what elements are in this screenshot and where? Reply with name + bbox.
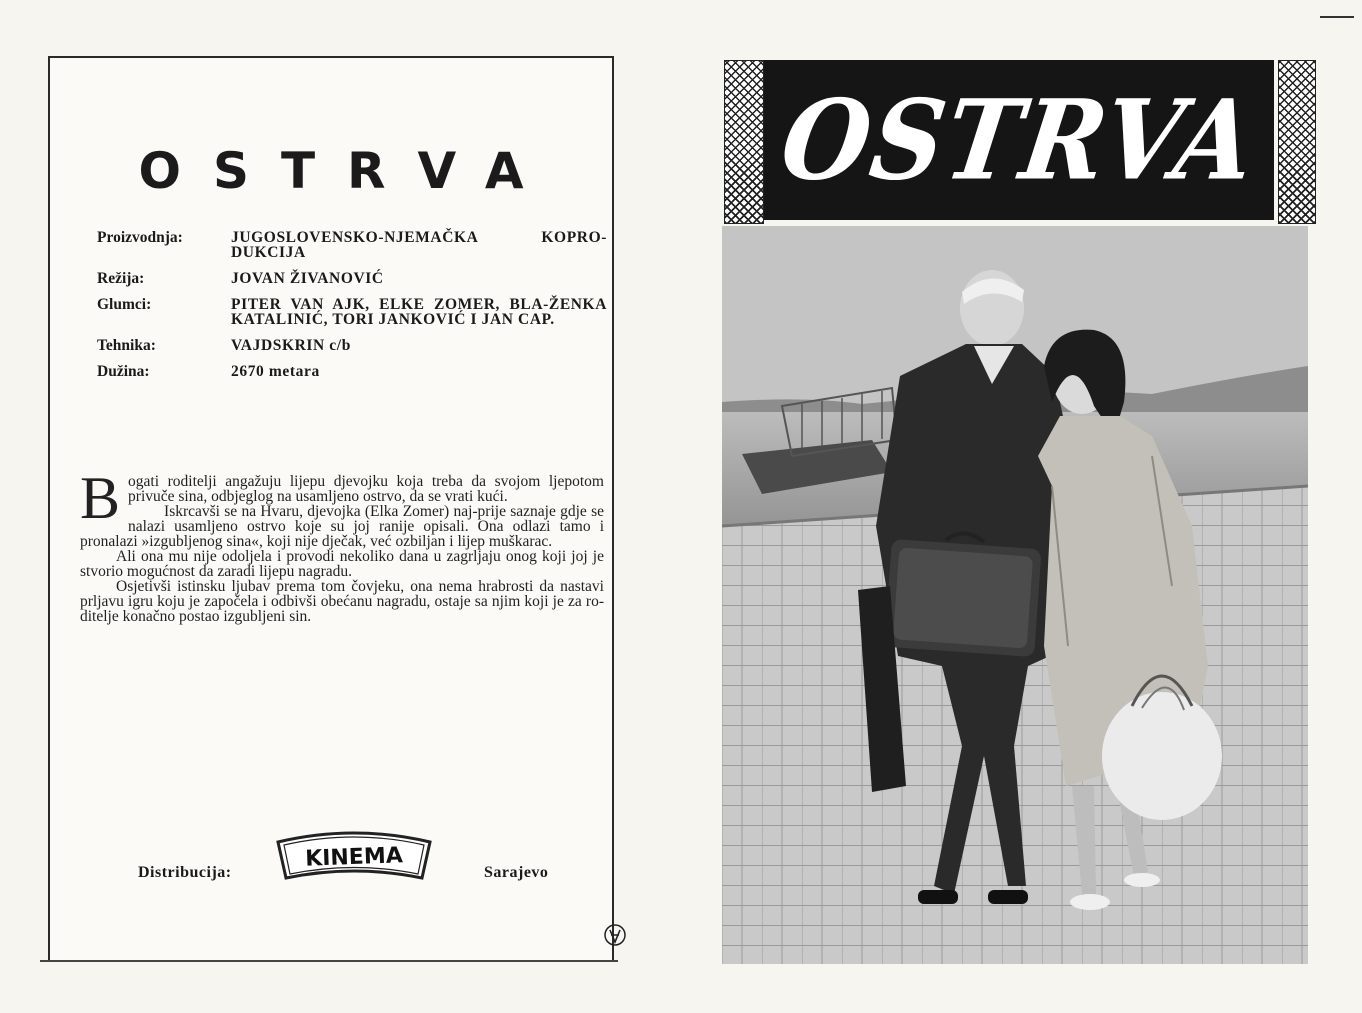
credit-value: VAJDSKRIN c/b [231,337,351,354]
printer-mark-icon [602,922,628,948]
credit-row [97,364,617,379]
kinema-logo [272,820,436,888]
credit-label: Dužina: [97,363,150,380]
credit-label: Režija: [97,270,145,287]
credit-label: Glumci: [97,296,152,313]
page-corner-mark [1320,16,1354,18]
credit-label: Tehnika: [97,337,156,354]
film-still-illustration [722,226,1308,964]
distribution-city: Sarajevo [484,864,549,881]
suitcase [884,533,1041,657]
right-page-poster [718,58,1318,968]
synopsis-paragraph: Iskrcavši se na Hvaru, djevojka (Elka Zomer) naj-prije saznaje gdje se nalazi usamljeno ostrvo koje su joj ranije opisali. Ona odlazi tamo i pronalazi »izgubljenog sina«, koji nije dječak, već ozbiljan i lijep muškarac. [80,503,604,550]
kinema-logo-text: KINEMA [304,843,404,872]
synopsis-paragraph: Osjetivši istinsku ljubav prema tom čovjeku, ona nema hrabrosti da nastavi prljavu igru koju je započela i odbivši obećanu nagradu, ostaje sa njim koji je za ro-ditelje konačno postao izgubljeni sin. [80,578,604,625]
credit-value: JOVAN ŽIVANOVIĆ [231,270,384,287]
credit-row [97,338,617,353]
hatch-panel-left [724,60,764,224]
credit-value: PITER VAN AJK, ELKE ZOMER, BLA-ŽENKA KATALINIĆ, TORI JANKOVIĆ I JAN CAP. [231,296,607,328]
credit-row [97,230,617,260]
banner-title: OSTRVA [773,75,1265,205]
synopsis-text: ogati roditelji angažuju lijepu djevojku koja treba da svojom ljepotom privuče sina, odbjeglog na usamljeno ostrvo, da se vrati kući. [128,473,604,505]
hatch-panel-right [1278,60,1316,224]
credit-value: JUGOSLOVENSKO-NJEMAČKA KOPRO-DUKCIJA [231,229,607,261]
credit-value: 2670 metara [231,363,320,380]
title-banner [764,60,1274,220]
credit-label: Proizvodnja: [97,229,183,246]
credit-row [97,271,617,286]
film-still-photo [722,226,1308,964]
distribution-label: Distribucija: [138,864,232,881]
credit-row [97,297,617,327]
page-title: OSTRVA [138,142,556,200]
synopsis [80,465,604,625]
bottom-rule [40,960,618,962]
left-page-panel [48,56,614,962]
credits-list [97,230,617,390]
drop-cap: B [80,465,121,531]
synopsis-paragraph: Ali ona mu nije odoljela i provodi nekoliko dana u zagrljaju onog koji joj je stvorio mogućnost da zaradi lijepu nagradu. [80,548,604,580]
